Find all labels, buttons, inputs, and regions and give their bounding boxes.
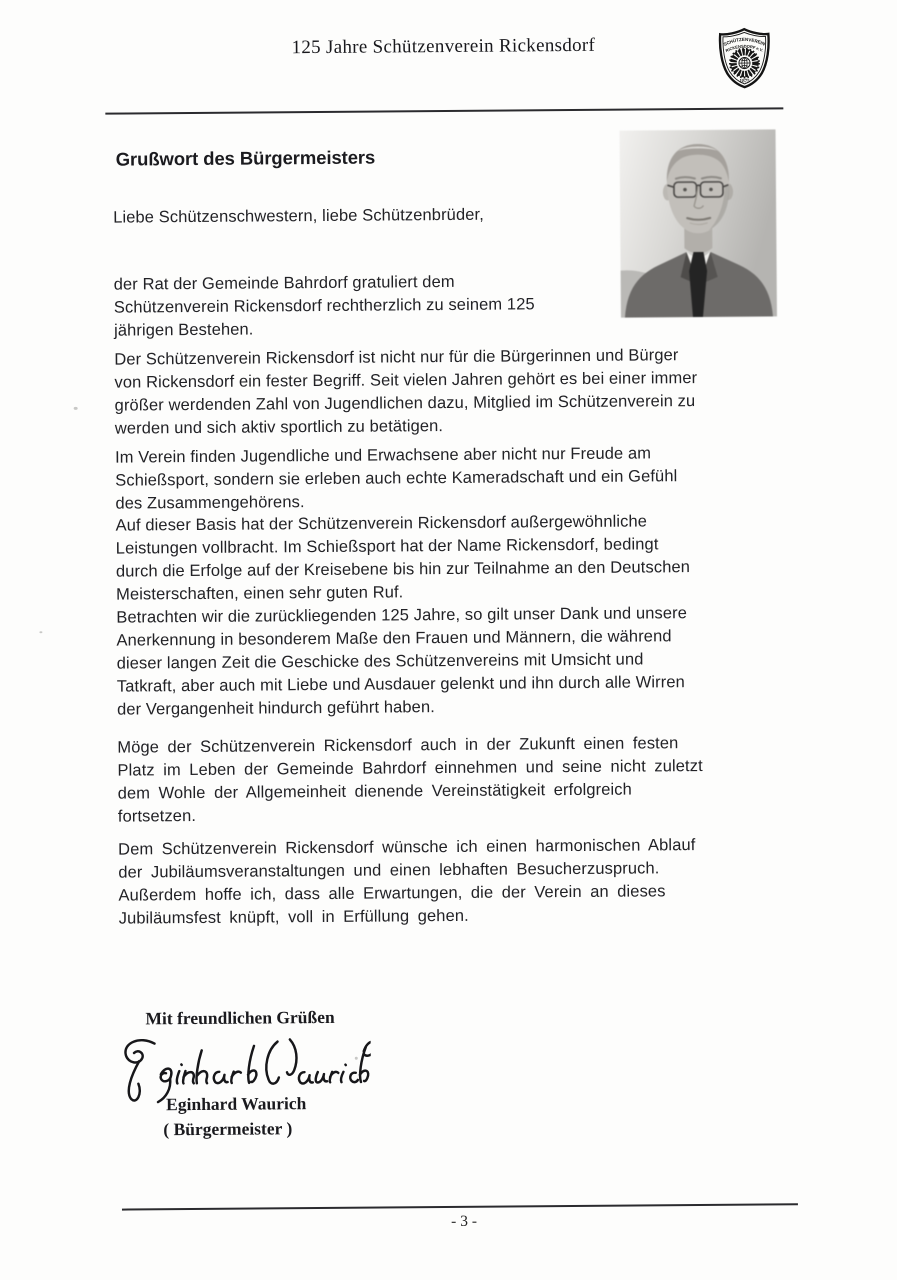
scan-speck (355, 1057, 358, 1060)
club-crest-icon (716, 26, 773, 89)
crest-text-line2: RICKENSDORF e.V. (724, 43, 765, 54)
scan-speck (39, 631, 42, 633)
body-paragraph: der Rat der Gemeinde Bahrdorf gratuliert dem Schützenverein Rickensdorf rechtherzlich zu seinem 125 jährigen Bestehen. (113, 272, 535, 340)
salutation: Liebe Schützenschwestern, liebe Schützenbrüder, (113, 205, 484, 227)
document-heading: Grußwort des Bürgermeisters (115, 146, 376, 170)
crest-target-icon (739, 57, 750, 68)
mayor-portrait-photo (620, 129, 777, 317)
page-header-title: 125 Jahre Schützenverein Rickensdorf (291, 34, 596, 59)
body-paragraph: Betrachten wir die zurückliegenden 125 Jahre, so gilt unser Dank und unsere Anerkennung in besonderem Maße den Frauen und Männern, die während dieser langen Zeit die Geschicke des Schützenvereins mit Umsicht und Tatkraft, aber auch mit Liebe und Ausdauer gelenkt und ihn durch alle Wirren der Vergangenheit hindurch geführt haben. (116, 604, 688, 719)
footer-divider-line (122, 1203, 798, 1210)
signatory-role: ( Bürgermeister ) (163, 1118, 293, 1140)
crest-text-line1: SCHÜTZENVEREIN (722, 36, 766, 48)
body-paragraph: Dem Schützenverein Rickensdorf wünsche ich einen harmonischen Ablauf der Jubiläumsveranstaltungen und einen lebhaften Besucherzuspruch. Außerdem hoffe ich, dass alle Erwartungen, die der Verein an dieses Jubiläumsfest knüpft, voll in Erfüllung gehen. (118, 836, 696, 928)
body-paragraph: Möge der Schützenverein Rickensdorf auch in der Zukunft einen festen Platz im Leben der Gemeinde Bahrdorf einnehmen und seine nicht zuletzt dem Wohle der Allgemeinheit dienende Vereinstätigkeit erfolgreich fortsetzen. (117, 734, 703, 826)
crest-year: 1875 (739, 78, 750, 85)
body-paragraph: Im Verein finden Jugendliche und Erwachsene aber nicht nur Freude am Schießsport, sondern sie erleben auch echte Kameradschaft und ein Gefühl des Zusammengehörens. (114, 444, 678, 513)
scan-speck (74, 407, 78, 410)
signatory-name: Eginhard Waurich (166, 1093, 307, 1115)
closing-phrase: Mit freundlichen Grüßen (145, 1006, 335, 1029)
body-paragraph: Auf dieser Basis hat der Schützenverein Rickensdorf außergewöhnliche Leistungen vollbracht. Im Schießsport hat der Name Rickensdorf, bedingt durch die Erfolge auf der Kreisebene bis hin zur Teilnahme an den Deutschen Meisterschaften, einen sehr guten Ruf. (115, 512, 691, 604)
body-paragraph: Der Schützenverein Rickensdorf ist nicht nur für die Bürgerinnen und Bürger von Rickensdorf ein fester Begriff. Seit vielen Jahren gehört es bei einer immer größer werdenden Zahl von Jugendlichen dazu, Mitglied im Schützenverein zu werden und sich aktiv sportlich zu betätigen. (114, 346, 698, 438)
header-divider-line (105, 107, 783, 114)
page-number: - 3 - (451, 1212, 478, 1230)
